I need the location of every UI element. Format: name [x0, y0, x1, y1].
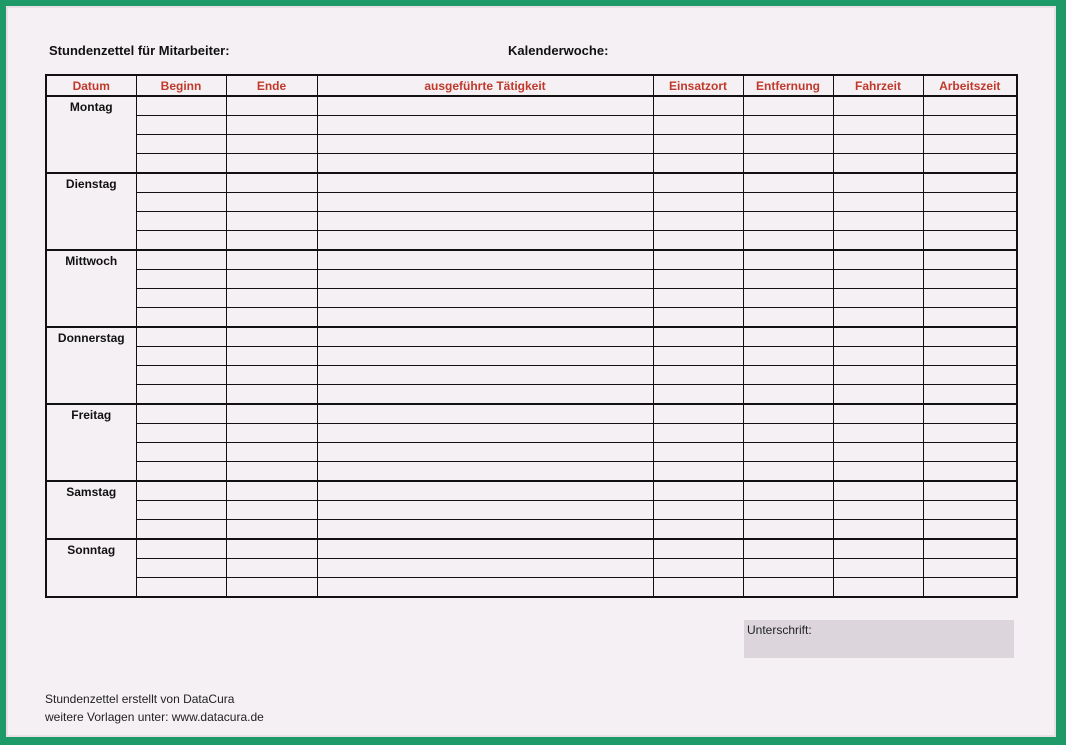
cell-taetigkeit[interactable] — [317, 154, 653, 174]
cell-einsatzort[interactable] — [653, 154, 743, 174]
col-header-arbeitszeit: Arbeitszeit — [923, 75, 1017, 96]
cell-fahrzeit[interactable] — [833, 193, 923, 212]
cell-entfernung[interactable] — [743, 347, 833, 366]
cell-beginn[interactable] — [136, 443, 226, 462]
cell-entfernung[interactable] — [743, 116, 833, 135]
cell-arbeitszeit[interactable] — [923, 96, 1017, 116]
cell-arbeitszeit[interactable] — [923, 347, 1017, 366]
cell-ende[interactable] — [226, 96, 317, 116]
day-label-donnerstag: Donnerstag — [46, 327, 136, 404]
cell-arbeitszeit[interactable] — [923, 327, 1017, 347]
cell-fahrzeit[interactable] — [833, 231, 923, 251]
cell-taetigkeit[interactable] — [317, 193, 653, 212]
cell-ende[interactable] — [226, 520, 317, 540]
footer-link: weitere Vorlagen unter: www.datacura.de — [45, 710, 264, 724]
cell-taetigkeit[interactable] — [317, 481, 653, 501]
cell-taetigkeit[interactable] — [317, 96, 653, 116]
cell-beginn[interactable] — [136, 539, 226, 559]
col-header-beginn: Beginn — [136, 75, 226, 96]
cell-arbeitszeit[interactable] — [923, 385, 1017, 405]
day-label-freitag: Freitag — [46, 404, 136, 481]
cell-ende[interactable] — [226, 578, 317, 598]
cell-einsatzort[interactable] — [653, 212, 743, 231]
table-row — [46, 385, 1017, 405]
cell-fahrzeit[interactable] — [833, 366, 923, 385]
table-row — [46, 193, 1017, 212]
cell-fahrzeit[interactable] — [833, 462, 923, 482]
cell-taetigkeit[interactable] — [317, 212, 653, 231]
cell-fahrzeit[interactable] — [833, 347, 923, 366]
cell-taetigkeit[interactable] — [317, 385, 653, 405]
cell-arbeitszeit[interactable] — [923, 481, 1017, 501]
table-row — [46, 96, 1017, 116]
cell-fahrzeit[interactable] — [833, 385, 923, 405]
cell-entfernung[interactable] — [743, 193, 833, 212]
employee-label: Stundenzettel für Mitarbeiter: — [49, 43, 230, 58]
cell-ende[interactable] — [226, 327, 317, 347]
footer-credit: Stundenzettel erstellt von DataCura — [45, 692, 235, 706]
cell-beginn[interactable] — [136, 385, 226, 405]
table-row — [46, 578, 1017, 598]
cell-beginn[interactable] — [136, 193, 226, 212]
cell-fahrzeit[interactable] — [833, 327, 923, 347]
table-row — [46, 481, 1017, 501]
cell-entfernung[interactable] — [743, 559, 833, 578]
cell-taetigkeit[interactable] — [317, 578, 653, 598]
cell-entfernung[interactable] — [743, 539, 833, 559]
timesheet-table — [45, 74, 1018, 598]
cell-fahrzeit[interactable] — [833, 539, 923, 559]
cell-beginn[interactable] — [136, 501, 226, 520]
table-row — [46, 289, 1017, 308]
table-row — [46, 154, 1017, 174]
cell-einsatzort[interactable] — [653, 116, 743, 135]
cell-einsatzort[interactable] — [653, 520, 743, 540]
cell-arbeitszeit[interactable] — [923, 443, 1017, 462]
cell-taetigkeit[interactable] — [317, 135, 653, 154]
cell-fahrzeit[interactable] — [833, 154, 923, 174]
cell-entfernung[interactable] — [743, 481, 833, 501]
table-row — [46, 327, 1017, 347]
cell-einsatzort[interactable] — [653, 501, 743, 520]
cell-entfernung[interactable] — [743, 366, 833, 385]
cell-fahrzeit[interactable] — [833, 501, 923, 520]
table-row — [46, 250, 1017, 270]
cell-beginn[interactable] — [136, 481, 226, 501]
table-row — [46, 462, 1017, 482]
cell-beginn[interactable] — [136, 308, 226, 328]
cell-taetigkeit[interactable] — [317, 559, 653, 578]
cell-ende[interactable] — [226, 193, 317, 212]
cell-ende[interactable] — [226, 212, 317, 231]
cell-taetigkeit[interactable] — [317, 424, 653, 443]
cell-einsatzort[interactable] — [653, 578, 743, 598]
cell-ende[interactable] — [226, 347, 317, 366]
cell-arbeitszeit[interactable] — [923, 424, 1017, 443]
cell-arbeitszeit[interactable] — [923, 250, 1017, 270]
cell-arbeitszeit[interactable] — [923, 308, 1017, 328]
table-row — [46, 173, 1017, 193]
cell-taetigkeit[interactable] — [317, 366, 653, 385]
cell-einsatzort[interactable] — [653, 366, 743, 385]
cell-einsatzort[interactable] — [653, 173, 743, 193]
cell-arbeitszeit[interactable] — [923, 193, 1017, 212]
day-label-dienstag: Dienstag — [46, 173, 136, 250]
cell-fahrzeit[interactable] — [833, 481, 923, 501]
cell-entfernung[interactable] — [743, 327, 833, 347]
cell-beginn[interactable] — [136, 173, 226, 193]
cell-taetigkeit[interactable] — [317, 327, 653, 347]
cell-einsatzort[interactable] — [653, 481, 743, 501]
cell-fahrzeit[interactable] — [833, 578, 923, 598]
cell-beginn[interactable] — [136, 212, 226, 231]
table-row — [46, 559, 1017, 578]
cell-fahrzeit[interactable] — [833, 520, 923, 540]
cell-entfernung[interactable] — [743, 404, 833, 424]
cell-ende[interactable] — [226, 231, 317, 251]
cell-taetigkeit[interactable] — [317, 173, 653, 193]
cell-entfernung[interactable] — [743, 443, 833, 462]
cell-ende[interactable] — [226, 443, 317, 462]
day-label-samstag: Samstag — [46, 481, 136, 539]
cell-ende[interactable] — [226, 308, 317, 328]
cell-beginn[interactable] — [136, 250, 226, 270]
cell-fahrzeit[interactable] — [833, 116, 923, 135]
table-row — [46, 347, 1017, 366]
cell-taetigkeit[interactable] — [317, 443, 653, 462]
cell-arbeitszeit[interactable] — [923, 539, 1017, 559]
cell-arbeitszeit[interactable] — [923, 154, 1017, 174]
col-header-taetigkeit: ausgeführte Tätigkeit — [317, 75, 653, 96]
table-row — [46, 443, 1017, 462]
cell-beginn[interactable] — [136, 520, 226, 540]
cell-einsatzort[interactable] — [653, 385, 743, 405]
cell-taetigkeit[interactable] — [317, 539, 653, 559]
cell-taetigkeit[interactable] — [317, 116, 653, 135]
cell-taetigkeit[interactable] — [317, 347, 653, 366]
cell-taetigkeit[interactable] — [317, 462, 653, 482]
cell-beginn[interactable] — [136, 347, 226, 366]
cell-ende[interactable] — [226, 154, 317, 174]
cell-fahrzeit[interactable] — [833, 173, 923, 193]
cell-ende[interactable] — [226, 424, 317, 443]
cell-fahrzeit[interactable] — [833, 96, 923, 116]
cell-einsatzort[interactable] — [653, 231, 743, 251]
cell-ende[interactable] — [226, 462, 317, 482]
table-row — [46, 231, 1017, 251]
cell-taetigkeit[interactable] — [317, 308, 653, 328]
cell-einsatzort[interactable] — [653, 308, 743, 328]
cell-entfernung[interactable] — [743, 385, 833, 405]
cell-beginn[interactable] — [136, 327, 226, 347]
timesheet-page — [6, 6, 1056, 737]
cell-beginn[interactable] — [136, 231, 226, 251]
table-row — [46, 116, 1017, 135]
table-row — [46, 366, 1017, 385]
cell-entfernung[interactable] — [743, 289, 833, 308]
cell-arbeitszeit[interactable] — [923, 231, 1017, 251]
cell-einsatzort[interactable] — [653, 424, 743, 443]
cell-entfernung[interactable] — [743, 520, 833, 540]
cell-fahrzeit[interactable] — [833, 135, 923, 154]
day-label-mittwoch: Mittwoch — [46, 250, 136, 327]
cell-ende[interactable] — [226, 366, 317, 385]
cell-fahrzeit[interactable] — [833, 289, 923, 308]
table-row — [46, 404, 1017, 424]
cell-entfernung[interactable] — [743, 308, 833, 328]
cell-einsatzort[interactable] — [653, 462, 743, 482]
cell-taetigkeit[interactable] — [317, 520, 653, 540]
col-header-fahrzeit: Fahrzeit — [833, 75, 923, 96]
signature-field[interactable] — [744, 620, 1014, 658]
cell-beginn[interactable] — [136, 462, 226, 482]
table-row — [46, 501, 1017, 520]
cell-entfernung[interactable] — [743, 231, 833, 251]
cell-einsatzort[interactable] — [653, 559, 743, 578]
cell-ende[interactable] — [226, 385, 317, 405]
cell-entfernung[interactable] — [743, 173, 833, 193]
cell-beginn[interactable] — [136, 366, 226, 385]
week-label: Kalenderwoche: — [508, 43, 609, 58]
cell-entfernung[interactable] — [743, 424, 833, 443]
cell-einsatzort[interactable] — [653, 289, 743, 308]
cell-entfernung[interactable] — [743, 96, 833, 116]
cell-einsatzort[interactable] — [653, 250, 743, 270]
signature-label: Unterschrift: — [747, 623, 812, 637]
day-label-sonntag: Sonntag — [46, 539, 136, 597]
cell-fahrzeit[interactable] — [833, 559, 923, 578]
cell-entfernung[interactable] — [743, 501, 833, 520]
cell-fahrzeit[interactable] — [833, 424, 923, 443]
cell-ende[interactable] — [226, 501, 317, 520]
col-header-einsatzort: Einsatzort — [653, 75, 743, 96]
table-row — [46, 539, 1017, 559]
table-row — [46, 212, 1017, 231]
header-row — [46, 75, 1017, 96]
cell-beginn[interactable] — [136, 404, 226, 424]
cell-beginn[interactable] — [136, 559, 226, 578]
cell-entfernung[interactable] — [743, 154, 833, 174]
cell-einsatzort[interactable] — [653, 135, 743, 154]
cell-beginn[interactable] — [136, 116, 226, 135]
table-row — [46, 308, 1017, 328]
cell-ende[interactable] — [226, 250, 317, 270]
cell-einsatzort[interactable] — [653, 96, 743, 116]
cell-arbeitszeit[interactable] — [923, 501, 1017, 520]
cell-arbeitszeit[interactable] — [923, 366, 1017, 385]
cell-ende[interactable] — [226, 539, 317, 559]
cell-taetigkeit[interactable] — [317, 270, 653, 289]
cell-einsatzort[interactable] — [653, 539, 743, 559]
cell-ende[interactable] — [226, 270, 317, 289]
day-label-montag: Montag — [46, 96, 136, 173]
cell-einsatzort[interactable] — [653, 327, 743, 347]
cell-arbeitszeit[interactable] — [923, 289, 1017, 308]
cell-ende[interactable] — [226, 559, 317, 578]
cell-beginn[interactable] — [136, 289, 226, 308]
cell-taetigkeit[interactable] — [317, 231, 653, 251]
cell-fahrzeit[interactable] — [833, 308, 923, 328]
cell-einsatzort[interactable] — [653, 193, 743, 212]
cell-arbeitszeit[interactable] — [923, 520, 1017, 540]
cell-entfernung[interactable] — [743, 462, 833, 482]
cell-arbeitszeit[interactable] — [923, 404, 1017, 424]
col-header-datum: Datum — [46, 75, 136, 96]
cell-fahrzeit[interactable] — [833, 443, 923, 462]
cell-entfernung[interactable] — [743, 135, 833, 154]
col-header-entfernung: Entfernung — [743, 75, 833, 96]
cell-entfernung[interactable] — [743, 212, 833, 231]
cell-arbeitszeit[interactable] — [923, 462, 1017, 482]
cell-taetigkeit[interactable] — [317, 289, 653, 308]
cell-einsatzort[interactable] — [653, 347, 743, 366]
cell-ende[interactable] — [226, 481, 317, 501]
cell-fahrzeit[interactable] — [833, 250, 923, 270]
cell-beginn[interactable] — [136, 154, 226, 174]
cell-ende[interactable] — [226, 289, 317, 308]
cell-arbeitszeit[interactable] — [923, 116, 1017, 135]
table-row — [46, 520, 1017, 540]
cell-beginn[interactable] — [136, 135, 226, 154]
cell-beginn[interactable] — [136, 96, 226, 116]
cell-taetigkeit[interactable] — [317, 404, 653, 424]
cell-arbeitszeit[interactable] — [923, 270, 1017, 289]
cell-einsatzort[interactable] — [653, 443, 743, 462]
cell-ende[interactable] — [226, 116, 317, 135]
cell-ende[interactable] — [226, 404, 317, 424]
cell-entfernung[interactable] — [743, 270, 833, 289]
cell-beginn[interactable] — [136, 578, 226, 598]
table-row — [46, 135, 1017, 154]
cell-einsatzort[interactable] — [653, 270, 743, 289]
cell-taetigkeit[interactable] — [317, 501, 653, 520]
col-header-ende: Ende — [226, 75, 317, 96]
cell-einsatzort[interactable] — [653, 404, 743, 424]
cell-taetigkeit[interactable] — [317, 250, 653, 270]
cell-beginn[interactable] — [136, 270, 226, 289]
cell-arbeitszeit[interactable] — [923, 578, 1017, 598]
table-row — [46, 270, 1017, 289]
table-row — [46, 424, 1017, 443]
cell-arbeitszeit[interactable] — [923, 212, 1017, 231]
cell-arbeitszeit[interactable] — [923, 559, 1017, 578]
cell-entfernung[interactable] — [743, 250, 833, 270]
cell-ende[interactable] — [226, 173, 317, 193]
cell-arbeitszeit[interactable] — [923, 135, 1017, 154]
cell-ende[interactable] — [226, 135, 317, 154]
cell-entfernung[interactable] — [743, 578, 833, 598]
cell-fahrzeit[interactable] — [833, 404, 923, 424]
cell-fahrzeit[interactable] — [833, 212, 923, 231]
timesheet-body — [46, 96, 1017, 597]
cell-beginn[interactable] — [136, 424, 226, 443]
cell-fahrzeit[interactable] — [833, 270, 923, 289]
cell-arbeitszeit[interactable] — [923, 173, 1017, 193]
